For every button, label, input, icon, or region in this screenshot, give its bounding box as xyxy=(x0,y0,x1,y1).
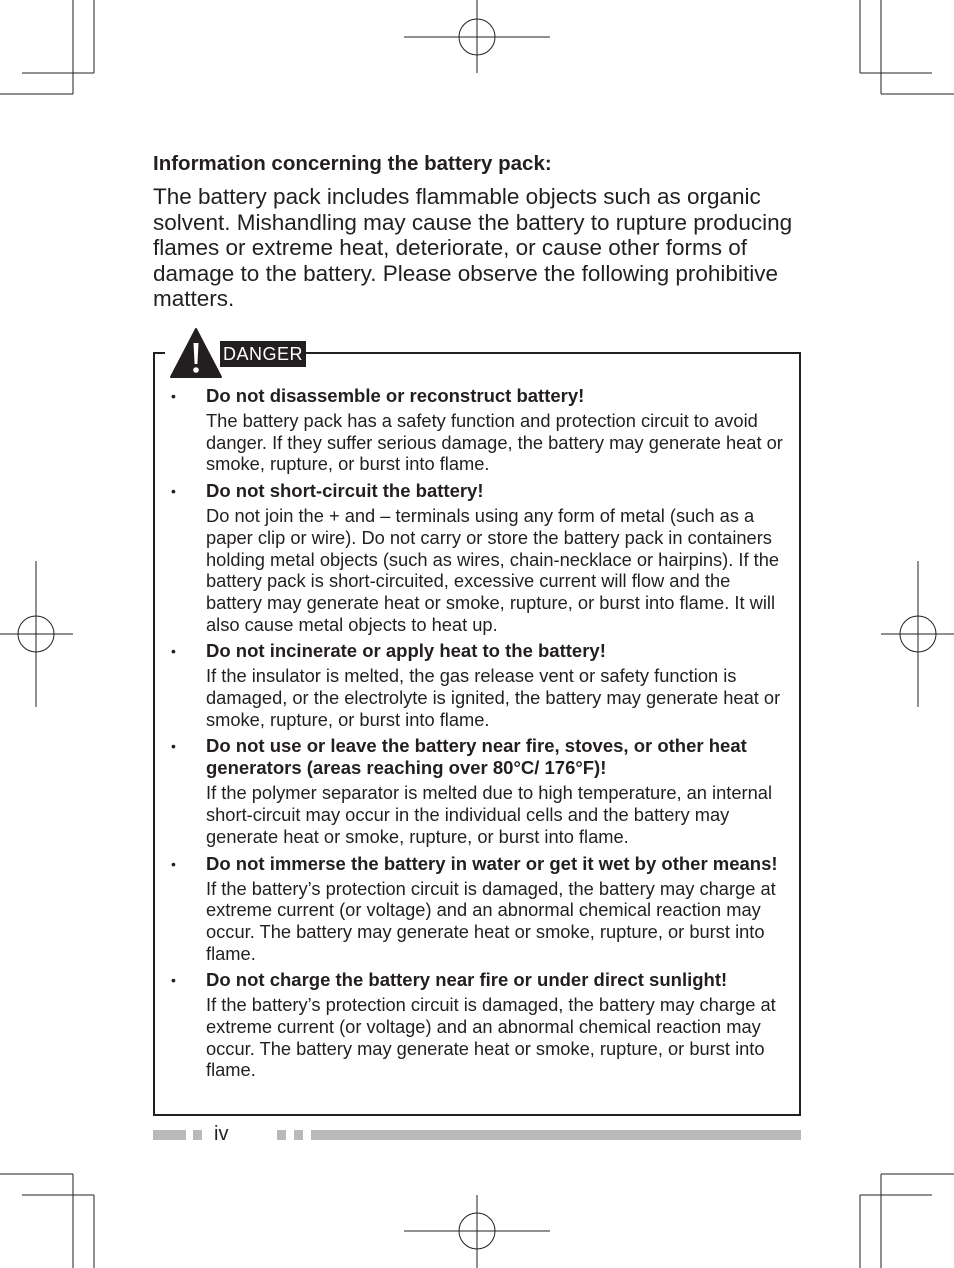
list-item xyxy=(167,735,785,847)
item-title: Do not immerse the battery in water or get it wet by other means! xyxy=(206,852,778,874)
footer-bar-left xyxy=(153,1130,186,1140)
footer-bar-dot-2 xyxy=(294,1130,303,1140)
item-body: If the battery’s protection circuit is damaged, the battery may charge at extreme current (or voltage) and an abnormal chemical reaction may occur. The battery may generate heat or smoke, rupture, or burst into flame. xyxy=(206,994,776,1081)
item-body: If the polymer separator is melted due to high temperature, an internal short-circuit may occur in the individual cells and the battery may generate heat or smoke, rupture, or burst into flame. xyxy=(206,782,773,847)
item-title: Do not use or leave the battery near fire, stoves, or other heat generators (areas reaching over 80°C/ 176°F)! xyxy=(206,735,747,779)
bullet: • xyxy=(171,738,176,755)
page-number: iv xyxy=(214,1123,229,1145)
item-title: Do not short-circuit the battery! xyxy=(206,480,484,502)
item-body: If the battery’s protection circuit is damaged, the battery may charge at extreme current (or voltage) and an abnormal chemical reaction may occur. The battery may generate heat or smoke, rupture, or burst into flame. xyxy=(206,877,776,964)
item-body: The battery pack has a safety function and protection circuit to avoid danger. If they suffer serious damage, the battery may generate heat or smoke, rupture, or burst into flame. xyxy=(206,410,783,475)
list-item xyxy=(167,385,785,475)
bullet: • xyxy=(171,972,176,989)
bullet: • xyxy=(171,483,176,500)
section-heading: Information concerning the battery pack: xyxy=(153,152,552,175)
list-item xyxy=(167,480,785,635)
bullet: • xyxy=(171,643,176,660)
list-item xyxy=(167,640,785,730)
list-item xyxy=(167,969,785,1081)
footer-bar-left-small xyxy=(193,1130,202,1140)
exclamation-triangle-icon xyxy=(169,327,223,379)
item-body: Do not join the + and – terminals using any form of metal (such as a paper clip or wire). Do not carry or store the battery pack in containers holding metal objects (such as wires, chain-necklace or hairpins). If the battery pack is short-circuited, excessive current will flow and the battery may generate heat or smoke, rupture, or burst into flame. It will also cause metal objects to heat up. xyxy=(206,505,780,635)
list-item xyxy=(167,853,785,965)
danger-list xyxy=(167,385,785,1086)
bullet: • xyxy=(171,855,176,872)
danger-tag: DANGER xyxy=(220,341,306,367)
footer-bar-dot-1 xyxy=(277,1130,286,1140)
intro-paragraph: The battery pack includes flammable objects such as organic solvent. Mishandling may cause the battery to rupture producing flames or extreme heat, deteriorate, or cause other forms of damage to the battery. Please observe the following prohibitive matters. xyxy=(153,184,793,312)
footer-bar-right xyxy=(311,1130,801,1140)
danger-label xyxy=(165,327,303,381)
page-footer xyxy=(0,1124,954,1144)
item-body: If the insulator is melted, the gas release vent or safety function is damaged, or the electrolyte is ignited, the battery may generate heat or smoke, rupture, or burst into flame. xyxy=(206,665,781,730)
bullet: • xyxy=(171,388,176,404)
item-title: Do not charge the battery near fire or under direct sunlight! xyxy=(206,969,728,991)
item-title: Do not disassemble or reconstruct battery! xyxy=(206,385,585,406)
item-title: Do not incinerate or apply heat to the battery! xyxy=(206,640,606,662)
